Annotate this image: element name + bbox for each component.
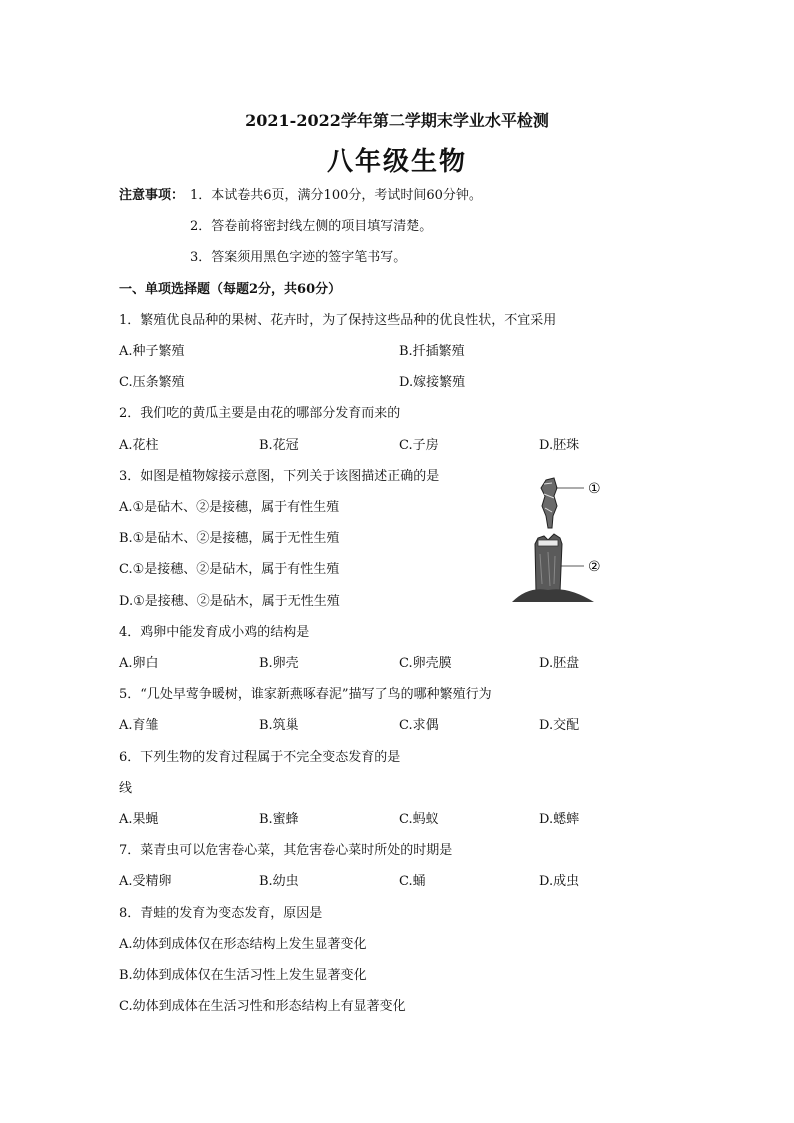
- option-a: A.种子繁殖: [119, 344, 185, 359]
- note-item: 3．答案须用黑色字迹的签字笔书写。: [190, 250, 407, 265]
- option-b: B.花冠: [259, 438, 299, 453]
- section-heading: 一、单项选择题（每题2分，共60分）: [119, 282, 342, 297]
- question-stem: 2．我们吃的黄瓜主要是由花的哪部分发育而来的: [119, 406, 401, 421]
- option-b: B.蜜蜂: [259, 812, 299, 827]
- option-c: C.压条繁殖: [119, 375, 185, 390]
- option-c: C.卵壳膜: [399, 656, 452, 671]
- question-stem: 1．繁殖优良品种的果树、花卉时，为了保持这些品种的优良性状，不宜采用: [119, 313, 557, 328]
- option-b: B.筑巢: [259, 718, 299, 733]
- option-a: A.①是砧木、②是接穗，属于有性生殖: [119, 500, 340, 515]
- option-a: A.育雏: [119, 718, 159, 733]
- option-d: D.①是接穗、②是砧木，属于无性生殖: [119, 594, 340, 609]
- exam-title: 2021-2022学年第二学期末学业水平检测: [245, 111, 549, 130]
- option-b: B.扦插繁殖: [399, 344, 465, 359]
- grafting-illustration: [508, 474, 618, 606]
- option-a: A.花柱: [119, 438, 159, 453]
- option-b: B.幼体到成体仅在生活习性上发生显著变化: [119, 968, 367, 983]
- option-c: C.求偶: [399, 718, 439, 733]
- label-1: ①: [588, 481, 601, 497]
- option-c: C.子房: [399, 438, 439, 453]
- exam-subtitle: 八年级生物: [326, 147, 467, 177]
- option-d: D.嫁接繁殖: [399, 375, 466, 390]
- label-2: ②: [588, 559, 601, 575]
- option-a: A.卵白: [119, 656, 159, 671]
- option-c: C.幼体到成体在生活习性和形态结构上有显著变化: [119, 999, 406, 1014]
- question-stem: 3．如图是植物嫁接示意图，下列关于该图描述正确的是: [119, 469, 440, 484]
- option-b: B.卵壳: [259, 656, 299, 671]
- note-item: 2．答卷前将密封线左侧的项目填写清楚。: [190, 219, 433, 234]
- option-d: D.胚盘: [539, 656, 580, 671]
- option-b: B.幼虫: [259, 874, 299, 889]
- option-a: A.受精卵: [119, 874, 172, 889]
- notes-label: 注意事项：: [119, 188, 185, 203]
- option-a: A.果蝇: [119, 812, 159, 827]
- question-stem: 6．下列生物的发育过程属于不完全变态发育的是: [119, 750, 401, 765]
- option-c: C.蚂蚁: [399, 812, 439, 827]
- option-c: C.①是接穗、②是砧木，属于有性生殖: [119, 562, 340, 577]
- option-a: A.幼体到成体仅在形态结构上发生显著变化: [119, 937, 367, 952]
- question-stem: 4．鸡卵中能发育成小鸡的结构是: [119, 625, 310, 640]
- question-stem: 7．菜青虫可以危害卷心菜，其危害卷心菜时所处的时期是: [119, 843, 453, 858]
- question-stem: 5．“几处早莺争暖树，谁家新燕啄春泥”描写了鸟的哪种繁殖行为: [119, 687, 492, 702]
- option-b: B.①是砧木、②是接穗，属于无性生殖: [119, 531, 340, 546]
- binding-line-mark: 线: [119, 781, 133, 796]
- option-d: D.蟋蟀: [539, 812, 580, 827]
- option-c: C.蛹: [399, 874, 426, 889]
- grafting-figure: [508, 474, 618, 606]
- option-d: D.交配: [539, 718, 580, 733]
- option-d: D.成虫: [539, 874, 580, 889]
- note-item: 1．本试卷共6页，满分100分，考试时间60分钟。: [190, 188, 482, 203]
- option-d: D.胚珠: [539, 438, 580, 453]
- question-stem: 8．青蛙的发育为变态发育，原因是: [119, 906, 323, 921]
